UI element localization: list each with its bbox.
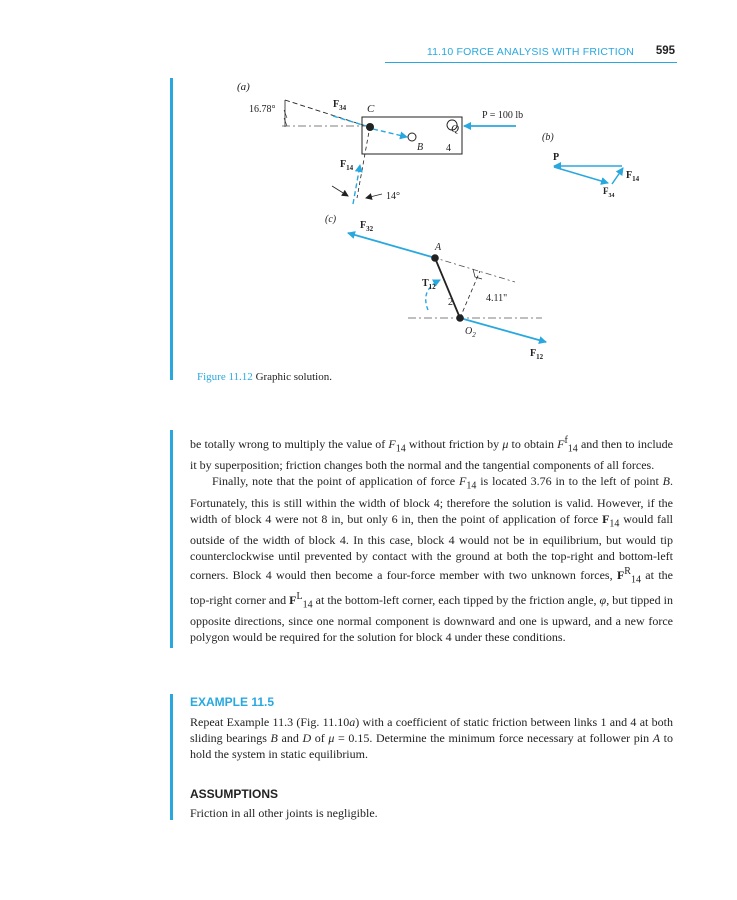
f34-vector-a — [333, 116, 366, 126]
figure-caption-text: Graphic solution. — [255, 371, 332, 383]
f14-label-a: $F_{14}$ — [340, 159, 354, 172]
block-4-label: 4 — [446, 143, 451, 154]
point-c-label: C — [367, 103, 375, 115]
figure-caption-label: Figure 11.12 — [197, 371, 253, 383]
f34-vector-to-b — [373, 129, 407, 137]
p-force-label: P = 100 lb — [482, 110, 524, 121]
point-o2 — [456, 314, 464, 322]
polygon-f34-label: $F_{34}$ — [603, 186, 615, 199]
left-accent-bar-example — [170, 694, 173, 820]
body-text — [190, 433, 673, 645]
page-number: 595 — [655, 45, 675, 57]
label-part-c: (c) — [325, 214, 337, 225]
pivot-point — [366, 123, 374, 131]
angle-14-arrow-left — [332, 186, 348, 196]
point-b-label: B — [417, 142, 424, 153]
example-text: Repeat Example 11.3 (Fig. 11.10a) with a coefficient of static friction between links 1 and 4 at both sliding bearings B and D of μ = 0.15. Determine the minimum force necessary at follower pin A to hold the system in static equilibrium. — [190, 715, 674, 761]
angle-16-78-label: 16.78° — [249, 104, 276, 115]
paragraph-2: Finally, note that the point of application of force $F_{14}$ is located 3.76 in to the left of point B. Fortunately, this is still within the width of block 4; therefore the solution is valid. However, if the width of block 4 were not 8 in, but only 6 in, then the point of application of force $F_{14}$ would fall outside of the width of block 4. In this case, block 4 would not be in equilibrium, but would tip counterclockwise until prevented by contact with the ground at both the top-right and bottom-left corners. Block 4 would then become a four-force member with two unknown forces, $F^R_{14}$ at the top-right corner and $F^L_{14}$ at the bottom-left corner, each tipped by the friction angle, φ, but tipped in opposite directions, since one normal component is downward and one is upward, and a new force polygon would be required for the solution for block 4 under these conditions. — [190, 474, 673, 644]
dimension-tick — [284, 110, 287, 126]
perpendicular-distance-line — [460, 271, 480, 318]
f14-vector-a — [353, 165, 360, 204]
f34-label: $F_{34}$ — [333, 99, 347, 112]
figure-caption — [197, 371, 332, 383]
label-part-a: (a) — [237, 81, 250, 93]
f32-vector — [348, 233, 432, 257]
left-accent-bar-figure — [170, 78, 173, 380]
example-heading: EXAMPLE 11.5 — [190, 695, 275, 709]
distance-label: 4.11" — [486, 293, 508, 304]
point-b — [408, 133, 416, 141]
force-line-of-action — [432, 257, 515, 282]
point-o2-label: $O_2$ — [465, 326, 476, 339]
polygon-f34-vector — [554, 167, 608, 183]
point-a-label: A — [435, 242, 442, 253]
paragraph-1: be totally wrong to multiply the value of $F_{14}$ without friction by μ to obtain $F^f_{14}$ and then to include it by superposition; friction changes both the normal and the tangential components of all forces. — [190, 435, 673, 473]
figure-svg — [190, 70, 710, 370]
t12-label: $T_{12}$ — [422, 278, 436, 291]
link-2-label: 2 — [448, 297, 453, 308]
header-rule — [385, 62, 677, 63]
angle-14-arrow-right — [366, 194, 382, 198]
assumptions-heading: ASSUMPTIONS — [190, 787, 279, 801]
f32-label: $F_{32}$ — [360, 220, 374, 233]
running-head: 11.10 FORCE ANALYSIS WITH FRICTION — [426, 46, 634, 58]
polygon-f14-vector — [612, 168, 623, 184]
angle-14-label: 14° — [386, 191, 400, 202]
left-accent-bar-body — [170, 430, 173, 648]
polygon-p-label: P — [553, 152, 560, 163]
assumptions-text: Friction in all other joints is negligible. — [190, 806, 378, 820]
figure-11-12 — [190, 70, 710, 370]
f34-line-of-action — [285, 100, 366, 126]
f12-label: $F_{12}$ — [530, 348, 544, 361]
label-part-b: (b) — [542, 132, 554, 143]
vertical-reference — [357, 126, 370, 198]
link-2 — [435, 258, 460, 318]
point-a — [431, 254, 439, 262]
point-q-label: Q — [451, 123, 459, 135]
polygon-f14-label: $F_{14}$ — [626, 170, 640, 183]
